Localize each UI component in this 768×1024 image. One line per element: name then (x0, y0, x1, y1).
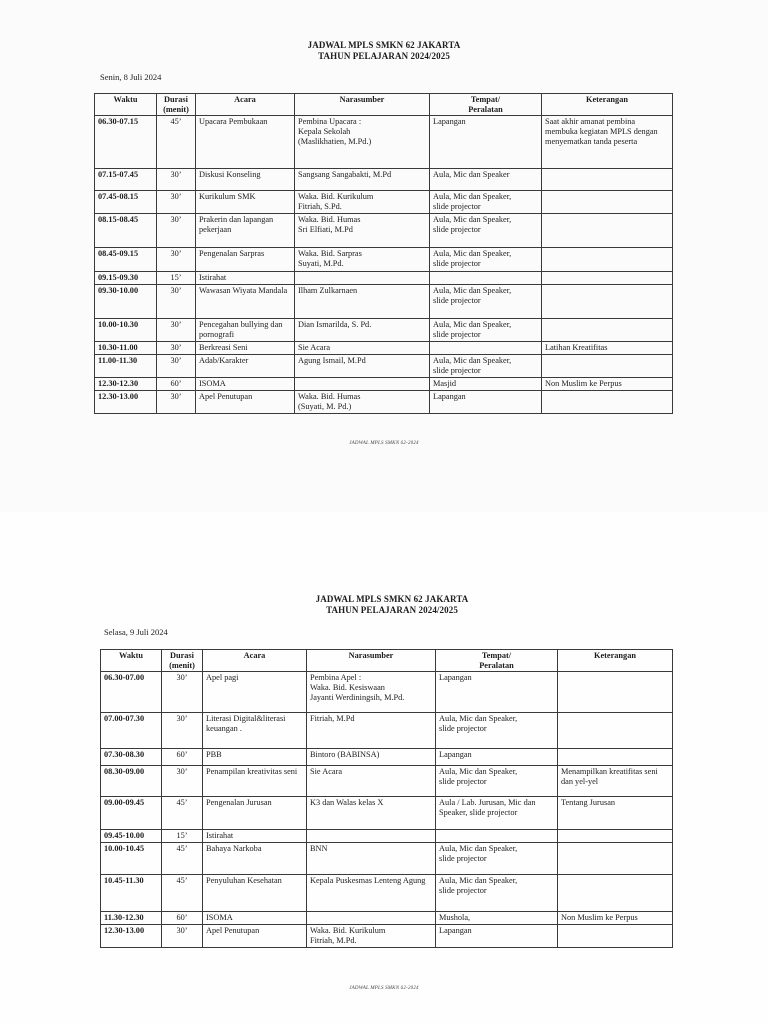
cell-durasi: 15’ (162, 830, 203, 843)
cell-keterangan (558, 843, 673, 875)
cell-acara: Apel Penutupan (203, 925, 307, 948)
schedule-table (100, 649, 673, 948)
cell-acara: PBB (203, 749, 307, 766)
cell-durasi: 30’ (157, 285, 196, 319)
column-header-durasi: Durasi (menit) (157, 94, 196, 116)
cell-waktu: 09.00-09.45 (101, 797, 162, 830)
cell-durasi: 30’ (157, 319, 196, 342)
cell-waktu: 06.30-07.15 (95, 116, 157, 169)
cell-acara: Kurikulum SMK (196, 191, 295, 214)
cell-tempat: Aula, Mic dan Speaker, slide projector (436, 843, 558, 875)
cell-acara: Pencegahan bullying dan pornografi (196, 319, 295, 342)
cell-tempat: Aula, Mic dan Speaker, slide projector (430, 319, 542, 342)
cell-keterangan (558, 925, 673, 948)
column-header-narasumber: Narasumber (307, 650, 436, 672)
column-header-keterangan: Keterangan (542, 94, 673, 116)
cell-durasi: 30’ (157, 169, 196, 191)
cell-tempat (436, 830, 558, 843)
cell-narasumber: Fitriah, M.Pd (307, 713, 436, 749)
cell-durasi: 30’ (157, 391, 196, 414)
cell-narasumber: Bintoro (BABINSA) (307, 749, 436, 766)
cell-acara: ISOMA (196, 378, 295, 391)
cell-waktu: 08.15-08.45 (95, 214, 157, 248)
document-title (8, 594, 768, 616)
cell-acara: Prakerin dan lapangan pekerjaan (196, 214, 295, 248)
column-header-acara: Acara (203, 650, 307, 672)
cell-keterangan: Non Muslim ke Perpus (558, 912, 673, 925)
table-row (101, 713, 673, 749)
cell-narasumber: Sangsang Sangabakti, M.Pd (295, 169, 430, 191)
cell-keterangan (558, 749, 673, 766)
cell-keterangan (542, 214, 673, 248)
column-header-tempat: Tempat/ Peralatan (436, 650, 558, 672)
cell-narasumber: Waka. Bid. Humas Sri Elfiati, M.Pd (295, 214, 430, 248)
cell-acara: Penampilan kreativitas seni (203, 766, 307, 797)
table-row (95, 378, 673, 391)
table-row (95, 319, 673, 342)
cell-keterangan: Saat akhir amanat pembina membuka kegiatan MPLS dengan menyematkan tanda peserta (542, 116, 673, 169)
column-header-keterangan: Keterangan (558, 650, 673, 672)
cell-waktu: 09.45-10.00 (101, 830, 162, 843)
cell-waktu: 09.30-10.00 (95, 285, 157, 319)
cell-waktu: 11.30-12.30 (101, 912, 162, 925)
cell-waktu: 12.30-13.00 (95, 391, 157, 414)
table-row (101, 749, 673, 766)
cell-keterangan (558, 830, 673, 843)
cell-keterangan (542, 191, 673, 214)
cell-tempat: Lapangan (436, 672, 558, 713)
cell-acara: ISOMA (203, 912, 307, 925)
cell-acara: Wawasan Wiyata Mandala (196, 285, 295, 319)
cell-waktu: 08.30-09.00 (101, 766, 162, 797)
cell-keterangan (542, 272, 673, 285)
table-row (95, 248, 673, 272)
cell-acara: Istirahat (203, 830, 307, 843)
cell-acara: Adab/Karakter (196, 355, 295, 378)
cell-keterangan (558, 875, 673, 912)
cell-durasi: 30’ (157, 355, 196, 378)
cell-tempat: Aula, Mic dan Speaker, slide projector (436, 766, 558, 797)
document-title (0, 40, 768, 62)
cell-narasumber: Waka. Bid. Sarpras Suyati, M.Pd. (295, 248, 430, 272)
cell-narasumber: Ilham Zulkarnaen (295, 285, 430, 319)
cell-waktu: 11.00-11.30 (95, 355, 157, 378)
cell-acara: Apel Penutupan (196, 391, 295, 414)
cell-durasi: 30’ (162, 766, 203, 797)
cell-narasumber: Kepala Puskesmas Lenteng Agung (307, 875, 436, 912)
column-header-acara: Acara (196, 94, 295, 116)
cell-keterangan (558, 713, 673, 749)
cell-narasumber (295, 272, 430, 285)
cell-durasi: 45’ (162, 797, 203, 830)
title-line-2: TAHUN PELAJARAN 2024/2025 (326, 605, 458, 615)
table-row (95, 191, 673, 214)
cell-acara: Upacara Pembukaan (196, 116, 295, 169)
cell-tempat: Lapangan (436, 925, 558, 948)
cell-acara: Bahaya Narkoba (203, 843, 307, 875)
cell-tempat: Aula, Mic dan Speaker, slide projector (430, 285, 542, 319)
cell-acara: Istirahat (196, 272, 295, 285)
cell-keterangan: Non Muslim ke Perpus (542, 378, 673, 391)
cell-waktu: 06.30-07.00 (101, 672, 162, 713)
cell-narasumber (307, 830, 436, 843)
table-row (95, 214, 673, 248)
page-footer: JADWAL MPLS SMKN 62-2024 (349, 986, 419, 991)
cell-tempat: Mushola, (436, 912, 558, 925)
cell-tempat: Aula, Mic dan Speaker (430, 169, 542, 191)
cell-narasumber: Waka. Bid. Kurikulum Fitriah, S.Pd. (295, 191, 430, 214)
column-header-tempat: Tempat/ Peralatan (430, 94, 542, 116)
cell-narasumber: Dian Ismarilda, S. Pd. (295, 319, 430, 342)
cell-durasi: 45’ (162, 875, 203, 912)
table-header-row (95, 94, 673, 116)
cell-narasumber (295, 378, 430, 391)
table-row (101, 912, 673, 925)
cell-keterangan: Tentang Jurusan (558, 797, 673, 830)
column-header-durasi: Durasi (menit) (162, 650, 203, 672)
title-line-1: JADWAL MPLS SMKN 62 JAKARTA (307, 40, 461, 50)
cell-tempat: Lapangan (430, 391, 542, 414)
table-row (95, 169, 673, 191)
cell-waktu: 10.30-11.00 (95, 342, 157, 355)
title-line-2: TAHUN PELAJARAN 2024/2025 (318, 51, 450, 61)
cell-keterangan (542, 248, 673, 272)
cell-acara: Pengenalan Sarpras (196, 248, 295, 272)
cell-narasumber (307, 912, 436, 925)
cell-durasi: 30’ (162, 672, 203, 713)
cell-durasi: 30’ (162, 925, 203, 948)
cell-keterangan: Menampilkan kreatifitas seni dan yel-yel (558, 766, 673, 797)
cell-waktu: 08.45-09.15 (95, 248, 157, 272)
table-row (95, 285, 673, 319)
column-header-waktu: Waktu (101, 650, 162, 672)
cell-durasi: 30’ (157, 342, 196, 355)
cell-narasumber: Sie Acara (307, 766, 436, 797)
cell-durasi: 60’ (157, 378, 196, 391)
cell-tempat: Aula, Mic dan Speaker, slide projector (436, 713, 558, 749)
cell-tempat: Aula, Mic dan Speaker, slide projector (430, 214, 542, 248)
cell-tempat (430, 342, 542, 355)
table-row (101, 843, 673, 875)
cell-keterangan (542, 285, 673, 319)
column-header-waktu: Waktu (95, 94, 157, 116)
schedule-date: Selasa, 9 Juli 2024 (104, 627, 168, 637)
table-row (95, 391, 673, 414)
table-row (101, 925, 673, 948)
cell-tempat: Aula, Mic dan Speaker, slide projector (430, 355, 542, 378)
table-row (95, 342, 673, 355)
cell-waktu: 10.45-11.30 (101, 875, 162, 912)
cell-durasi: 60’ (162, 749, 203, 766)
cell-durasi: 30’ (157, 214, 196, 248)
cell-waktu: 10.00-10.45 (101, 843, 162, 875)
cell-keterangan (542, 169, 673, 191)
cell-keterangan (542, 391, 673, 414)
cell-acara: Apel pagi (203, 672, 307, 713)
schedule-page-tuesday (0, 512, 768, 1024)
cell-durasi: 45’ (157, 116, 196, 169)
cell-durasi: 30’ (157, 248, 196, 272)
table-row (95, 116, 673, 169)
cell-durasi: 30’ (162, 713, 203, 749)
cell-tempat: Lapangan (430, 116, 542, 169)
cell-tempat: Aula, Mic dan Speaker, slide projector (430, 191, 542, 214)
cell-waktu: 12.30-12.30 (95, 378, 157, 391)
cell-acara: Pengenalan Jurusan (203, 797, 307, 830)
cell-narasumber: Sie Acara (295, 342, 430, 355)
cell-narasumber: K3 dan Walas kelas X (307, 797, 436, 830)
cell-durasi: 60’ (162, 912, 203, 925)
schedule-table (94, 93, 673, 414)
table-row (101, 830, 673, 843)
cell-tempat: Aula / Lab. Jurusan, Mic dan Speaker, slide projector (436, 797, 558, 830)
cell-acara: Diskusi Konseling (196, 169, 295, 191)
cell-tempat: Aula, Mic dan Speaker, slide projector (430, 248, 542, 272)
cell-waktu: 10.00-10.30 (95, 319, 157, 342)
cell-narasumber: Agung Ismail, M.Pd (295, 355, 430, 378)
schedule-date: Senin, 8 Juli 2024 (100, 72, 162, 82)
table-row (101, 672, 673, 713)
cell-narasumber: Pembina Upacara : Kepala Sekolah (Maslikhatien, M.Pd.) (295, 116, 430, 169)
cell-waktu: 09.15-09.30 (95, 272, 157, 285)
table-row (95, 355, 673, 378)
table-row (95, 272, 673, 285)
cell-acara: Literasi Digital&literasi keuangan . (203, 713, 307, 749)
table-header-row (101, 650, 673, 672)
table-row (101, 797, 673, 830)
cell-waktu: 07.30-08.30 (101, 749, 162, 766)
cell-acara: Penyuluhan Kesehatan (203, 875, 307, 912)
cell-waktu: 07.45-08.15 (95, 191, 157, 214)
cell-tempat (430, 272, 542, 285)
cell-keterangan (558, 672, 673, 713)
table-row (101, 766, 673, 797)
cell-narasumber: BNN (307, 843, 436, 875)
cell-durasi: 30’ (157, 191, 196, 214)
cell-waktu: 12.30-13.00 (101, 925, 162, 948)
cell-narasumber: Waka. Bid. Kurikulum Fitriah, M.Pd. (307, 925, 436, 948)
cell-tempat: Lapangan (436, 749, 558, 766)
column-header-narasumber: Narasumber (295, 94, 430, 116)
cell-keterangan (542, 319, 673, 342)
page-footer: JADWAL MPLS SMKN 62-2024 (349, 441, 419, 446)
cell-keterangan: Latihan Kreatifitas (542, 342, 673, 355)
cell-durasi: 45’ (162, 843, 203, 875)
cell-durasi: 15’ (157, 272, 196, 285)
cell-tempat: Masjid (430, 378, 542, 391)
table-row (101, 875, 673, 912)
title-line-1: JADWAL MPLS SMKN 62 JAKARTA (315, 594, 469, 604)
cell-keterangan (542, 355, 673, 378)
cell-acara: Berkreasi Seni (196, 342, 295, 355)
cell-narasumber: Waka. Bid. Humas (Suyati, M. Pd.) (295, 391, 430, 414)
cell-waktu: 07.15-07.45 (95, 169, 157, 191)
cell-waktu: 07.00-07.30 (101, 713, 162, 749)
cell-tempat: Aula, Mic dan Speaker, slide projector (436, 875, 558, 912)
cell-narasumber: Pembina Apel : Waka. Bid. Kesiswaan Jayanti Werdiningsih, M.Pd. (307, 672, 436, 713)
